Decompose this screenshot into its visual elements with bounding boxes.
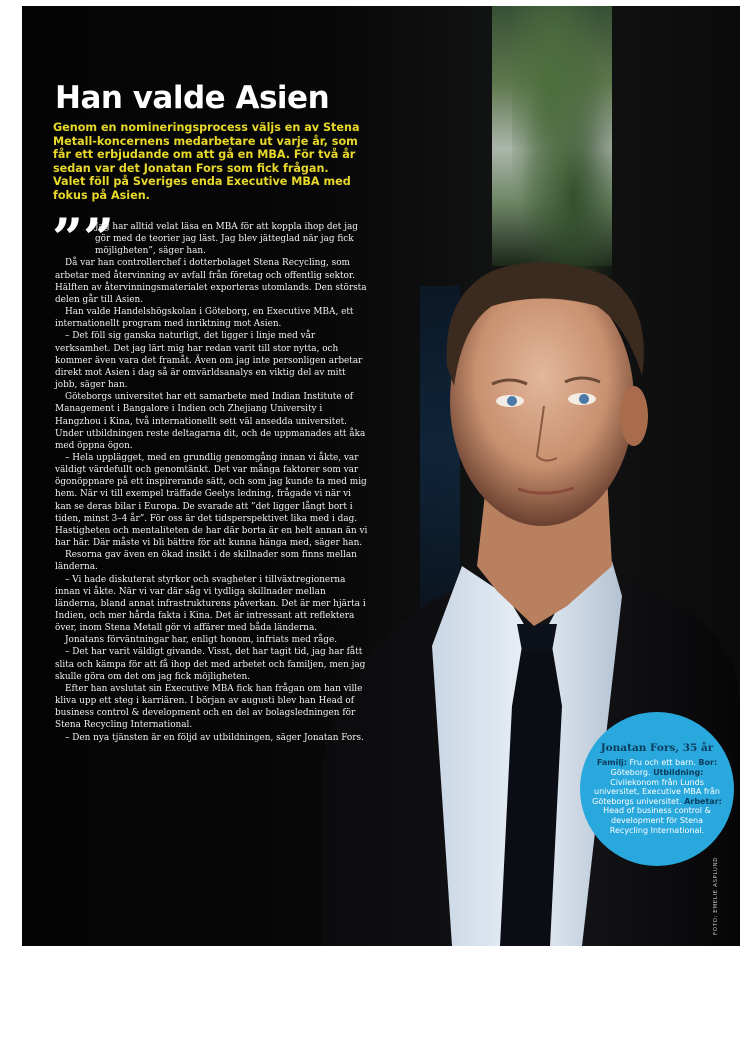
badge-family-label: Familj: [596, 758, 627, 768]
body-paragraph: Göteborgs universitet har ett samarbete med Indian Institute of Management i Bangalore i Indien och Zhejiang University i Hangzhou i Kina, två internationellt sett väl ansedda universitet. Under utbildningen reste deltagarna dit, och de uppmanades att åka med öppna ögon. [55, 392, 366, 451]
badge-family: Fru och ett barn. [629, 758, 696, 768]
article-lede: Genom en nomineringsprocess väljs en av Stena Metall-koncernens medarbetare ut varje år, som får ett erbjudande om att gå en MBA. För två år sedan var det Jonatan Fors som fick frågan. Valet föll på Sveriges enda Executive MBA med fokus på Asien. [53, 121, 360, 202]
body-paragraph: Jag har alltid velat läsa en MBA för att koppla ihop det jag gör med de teorier jag läst. Jag blev jätteglad när jag fick möjligheten”, säger han. [95, 222, 358, 257]
body-paragraph: – Det har varit väldigt givande. Visst, det har tagit tid, jag har fått slita och kämpa för att få ihop det med arbetet och familjen, men jag skulle göra om det om jag fick möjligheten. [55, 647, 366, 682]
badge-details [591, 758, 723, 835]
badge-work-label: Arbetar: [684, 796, 722, 806]
photo-credit: FOTO: EMELIE ASPLUND [713, 856, 719, 935]
badge-name: Jonatan Fors, 35 år [600, 741, 714, 754]
body-paragraph: – Vi hade diskuterat styrkor och svagheter i tillväxtregionerna innan vi åkte. När vi var där såg vi tydliga skillnader mellan länderna, bland annat infrastrukturens påverkan. Det är mer hjärta i Indien, och mer hårda fakta i Kina. Det är intressant att reflektera över, inom Stena Metall gör vi affärer med båda länderna. [55, 574, 366, 634]
badge-education-label: Utbildning: [653, 767, 704, 777]
badge-education: Civilekonom från Lunds universitet, Executive MBA från Göteborgs universitet. [592, 777, 720, 806]
body-paragraph: Han valde Handelshögskolan i Göteborg, en Executive MBA, ett internationellt program med inriktning mot Asien. [55, 307, 354, 330]
body-paragraph: Efter han avslutat sin Executive MBA fick han frågan om han ville kliva upp ett steg i karriären. I början av augusti blev han Head of business control & development och en del av bolagsledningen för Stena Recycling International. [55, 683, 363, 731]
body-paragraph: – Den nya tjänsten är en följd av utbildningen, säger Jonatan Fors. [65, 732, 364, 743]
body-paragraph: – Det föll sig ganska naturligt, det ligger i linje med vår verksamhet. Det jag lärt mig har redan varit till stor nytta, och kommer även vara det framåt. Även om jag inte personligen arbetar direkt mot Asien i dag så är omvärldsanalys en viktig del av mitt jobb, säger han. [55, 331, 363, 391]
body-paragraph: – Hela upplägget, med en grundlig genomgång innan vi åkte, var väldigt värdefullt och genomtänkt. Det var många faktorer som var ögonöppnare på ett inspirerande sätt, och som jag kunde ta med mig hem. När vi till exempel träffade Geelys ledning, frågade vi när vi kan se deras bilar i Europa. De svarade att ”det ligger långt bort i tiden, minst 3–4 år”. För oss är det tidsperspektivet lika med i dag. Hastigheten och mentaliteten de har där borta är en helt annan än vi har här. Där måste vi bli bättre för att kunna hänga med, säger han. [55, 452, 368, 549]
body-paragraph: Resorna gav även en ökad insikt i de skillnader som finns mellan länderna. [55, 550, 357, 573]
badge-lives: Göteborg. [610, 767, 651, 777]
profile-badge [580, 712, 734, 866]
article-body [55, 221, 370, 744]
quote-mark-icon: ”” [52, 206, 115, 270]
body-paragraph: Då var han controllerchef i dotterbolaget Stena Recycling, som arbetar med återvinning av avfall från företag och offentlig sektor. Hälften av återvinningsmaterialet exporteras utomlands. Den största delen går till Asien. [55, 258, 367, 305]
body-paragraph: Jonatans förväntningar har, enligt honom, infriats med råge. [65, 635, 338, 646]
article-headline: Han valde Asien [55, 80, 330, 116]
badge-work: Head of business control & development för Stena Recycling International. [603, 806, 711, 835]
badge-lives-label: Bor: [698, 758, 718, 768]
